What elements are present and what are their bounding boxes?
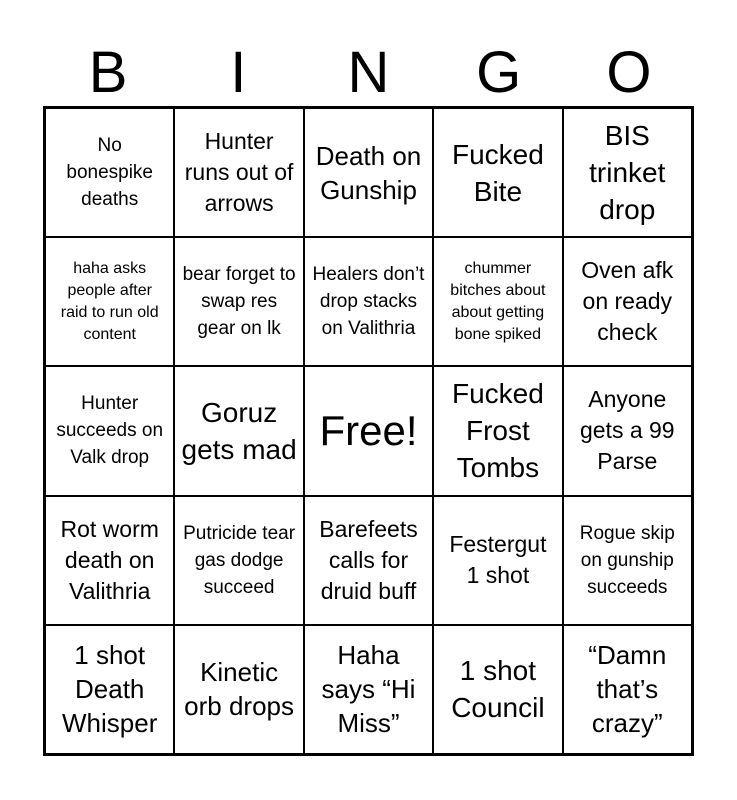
bingo-cell[interactable] [304,237,433,366]
header-letter-o: O [606,40,652,105]
cell-text: 1 shot Council [451,655,545,724]
cell-text: chummer bitches about about getting bone spiked [450,259,546,343]
cell-text: Healers don’t drop stacks on Valithria [312,264,425,340]
bingo-board [43,106,694,756]
cell-text: Fucked Bite [451,138,544,207]
cell-text: Barefeets calls for druid buff [319,515,418,604]
bingo-cell[interactable] [174,366,303,495]
bingo-cell[interactable] [563,108,692,237]
header-letter-i: I [230,40,247,105]
bingo-cell[interactable] [433,108,562,237]
cell-text: BIS trinket drop [589,120,666,226]
bingo-cell[interactable] [563,237,692,366]
header-letter-n: N [347,40,390,105]
cell-text: Rot worm death on Valithria [60,515,159,604]
cell-text: Putricide tear gas dodge succeed [183,522,296,598]
cell-text: Free! [319,406,418,454]
bingo-cell[interactable] [304,108,433,237]
header-letter-b: B [88,40,128,105]
bingo-cell[interactable] [45,625,174,754]
free-space-cell[interactable] [304,366,433,495]
cell-text: Fucked Frost Tombs [451,378,544,484]
bingo-cell[interactable] [174,496,303,625]
bingo-cell[interactable] [174,108,303,237]
bingo-header [43,40,694,106]
bingo-cell[interactable] [304,496,433,625]
cell-text: Festergut 1 shot [449,531,547,589]
bingo-cell[interactable] [563,625,692,754]
cell-text: Hunter succeeds on Valk drop [56,393,164,469]
bingo-cell[interactable] [433,237,562,366]
cell-text: Death on Gunship [315,140,422,205]
header-letter-g: G [476,40,522,105]
bingo-cell[interactable] [45,237,174,366]
cell-text: Rogue skip on gunship succeeds [579,522,675,598]
bingo-cell[interactable] [433,366,562,495]
bingo-cell[interactable] [174,625,303,754]
cell-text: bear forget to swap res gear on lk [182,264,296,340]
cell-text: Oven afk on ready check [581,257,674,346]
bingo-cell[interactable] [433,496,562,625]
bingo-cell[interactable] [174,237,303,366]
cell-text: Hunter runs out of arrows [184,128,294,217]
cell-text: No bonespike deaths [66,135,153,211]
bingo-cell[interactable] [45,366,174,495]
cell-text: Haha says “Hi Miss” [321,640,416,739]
cell-text: Goruz gets mad [181,396,297,465]
cell-text: Kinetic orb drops [184,657,295,722]
bingo-cell[interactable] [563,366,692,495]
bingo-cell[interactable] [45,496,174,625]
cell-text: 1 shot Death Whisper [62,640,158,739]
bingo-cell[interactable] [433,625,562,754]
cell-text: “Damn that’s crazy” [588,640,667,739]
cell-text: Anyone gets a 99 Parse [579,386,675,475]
cell-text: haha asks people after raid to run old content [60,259,159,343]
bingo-cell[interactable] [563,496,692,625]
bingo-cell[interactable] [45,108,174,237]
bingo-cell[interactable] [304,625,433,754]
